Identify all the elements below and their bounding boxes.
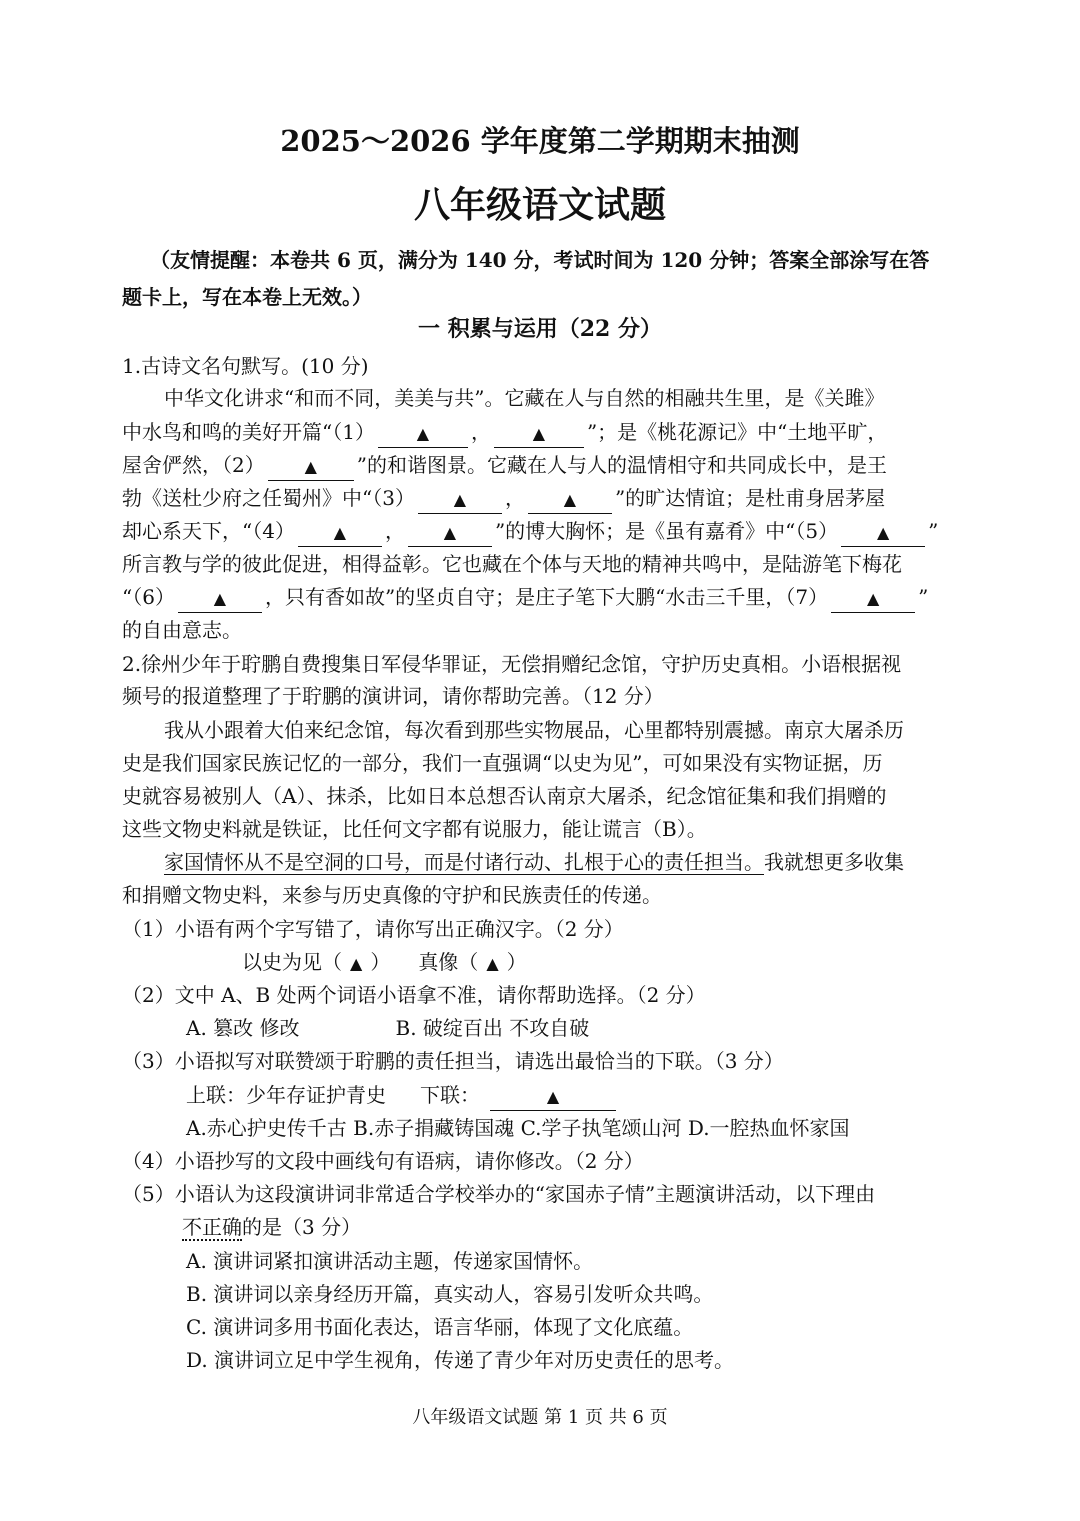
speech-line-6: 和捐赠文物史料，来参与历史真像的守护和民族责任的传递。	[122, 883, 662, 907]
q1-line-2: 中水鸟和鸣的美好开篇“（1） ▲ ， ▲ ”；是《桃花源记》中“土地平旷，	[0, 416, 1080, 448]
blank-2[interactable]	[268, 452, 354, 481]
q1-line-8: 的自由意志。	[122, 618, 242, 642]
q2-sub-5-line-1: （5）小语认为这段演讲词非常适合学校举办的“家国赤子情”主题演讲活动，以下理由	[122, 1182, 876, 1206]
triangle-marker-icon: ▲	[333, 523, 347, 542]
blank-4b[interactable]	[408, 518, 492, 547]
q2-sub-3-couplet: 上联：少年存证护青史 下联： ▲	[0, 1079, 1080, 1111]
q2-sub-1-answers: 以史为见（ ▲ ） 真像（ ▲ ）	[242, 950, 527, 974]
triangle-marker-icon: ▲	[546, 1087, 560, 1106]
speech-line-4: 这些文物史料就是铁证，比任何文字都有说服力，能让谎言（B）。	[122, 817, 707, 841]
q1-line-4: 勃《送杜少府之任蜀州》中“（3） ▲ ， ▲ ”的旷达情谊；是杜甫身居茅屋	[0, 482, 1080, 514]
underlined-sentence: 家国情怀从不是空洞的口号，而是付诸行动、扎根于心的责任担当。	[164, 850, 764, 874]
triangle-marker-icon[interactable]: ▲	[350, 954, 363, 973]
option-a: A. 篡改 修改	[186, 1016, 300, 1040]
q2-sub-5-option-d: D. 演讲词立足中学生视角，传递了青少年对历史责任的思考。	[186, 1348, 735, 1372]
speech-line-5: 家国情怀从不是空洞的口号，而是付诸行动、扎根于心的责任担当。我就想更多收集	[164, 850, 904, 874]
triangle-marker-icon: ▲	[304, 457, 317, 476]
q2-sub-3: （3）小语拟写对联赞颂于聍鹏的责任担当，请选出最恰当的下联。（3 分）	[122, 1049, 784, 1073]
blank-3b[interactable]	[528, 485, 612, 514]
blank-5[interactable]	[841, 518, 925, 547]
q1-line-6: 所言教与学的彼此促进，相得益彰。它也藏在个体与天地的精神共鸣中，是陆游笔下梅花	[122, 552, 902, 576]
triangle-marker-icon: ▲	[532, 424, 546, 443]
triangle-marker-icon: ▲	[876, 523, 890, 542]
q2-sub-5-option-b: B. 演讲词以亲身经历开篇，真实动人，容易引发听众共鸣。	[186, 1282, 714, 1306]
notice-line-1: （友情提醒：本卷共 6 页，满分为 140 分，考试时间为 120 分钟；答案全部涂写在答	[150, 248, 930, 272]
triangle-marker-icon: ▲	[416, 424, 430, 443]
triangle-marker-icon: ▲	[453, 490, 467, 509]
blank-3a[interactable]	[418, 485, 502, 514]
q2-sub-2: （2）文中 A、B 处两个词语小语拿不准，请你帮助选择。（2 分）	[122, 983, 706, 1007]
couplet-blank[interactable]	[490, 1082, 616, 1111]
triangle-marker-icon: ▲	[443, 523, 457, 542]
speech-line-2: 史是我们国家民族记忆的一部分，我们一直强调“以史为见”，可如果没有实物证据，历	[122, 751, 883, 775]
blank-6[interactable]	[178, 584, 262, 613]
paper-title: 八年级语文试题	[413, 184, 666, 226]
speech-line-3: 史就容易被别人（A）、抹杀，比如日本总想否认南京大屠杀，纪念馆征集和我们捐赠的	[122, 784, 887, 808]
q1-line-7: “（6） ▲ ，只有香如故”的坚贞自守；是庄子笔下大鹏“水击三千里，（7） ▲ ”	[0, 581, 1080, 613]
q2-sub-3-options: A.赤心护史传千古 B.赤子捐藏铸国魂 C.学子执笔颂山河 D.一腔热血怀家国	[186, 1116, 850, 1140]
q2-stem-2: 频号的报道整理了于聍鹏的演讲词，请你帮助完善。（12 分）	[122, 684, 664, 708]
q1-line-3: 屋舍俨然，（2） ▲ ”的和谐图景。它藏在人与人的温情相守和共同成长中，是王	[0, 449, 1080, 481]
blank-1b[interactable]	[494, 419, 584, 448]
q2-sub-1: （1）小语有两个字写错了，请你写出正确汉字。（2 分）	[122, 917, 624, 941]
q2-sub-4: （4）小语抄写的文段中画线句有语病，请你修改。（2 分）	[122, 1149, 644, 1173]
q2-sub-2-options	[0, 1012, 1080, 1044]
blank-4a[interactable]	[298, 518, 382, 547]
notice-line-2: 题卡上，写在本卷上无效。）	[122, 285, 372, 309]
q2-sub-5-option-c: C. 演讲词多用书面化表达，语言华丽，体现了文化底蕴。	[186, 1315, 694, 1339]
q1-line-1: 中华文化讲求“和而不同，美美与共”。它藏在人与自然的相融共生里，是《关雎》	[164, 386, 885, 410]
option-b: B. 破绽百出 不攻自破	[395, 1016, 590, 1040]
page-footer: 八年级语文试题 第 1 页 共 6 页	[412, 1407, 668, 1428]
q1-line-5: 却心系天下，“（4） ▲ ， ▲ ”的博大胸怀；是《虽有嘉肴》中“（5） ▲ ”	[0, 515, 1080, 547]
emphasis-not-correct: 不正确	[182, 1215, 242, 1239]
triangle-marker-icon: ▲	[866, 589, 880, 608]
blank-1a[interactable]	[378, 419, 468, 448]
blank-7[interactable]	[831, 584, 915, 613]
section-1-title: 一 积累与运用（22 分）	[418, 316, 662, 342]
q2-stem-1: 2.徐州少年于聍鹏自费搜集日军侵华罪证，无偿捐赠纪念馆，守护历史真相。小语根据视	[122, 652, 902, 676]
q2-sub-5-option-a: A. 演讲词紧扣演讲活动主题，传递家国情怀。	[186, 1249, 594, 1273]
triangle-marker-icon[interactable]: ▲	[486, 954, 499, 973]
q1-stem: 1.古诗文名句默写。(10 分)	[122, 354, 369, 378]
exam-title: 2025～2026 学年度第二学期期末抽测	[280, 124, 800, 158]
speech-line-1: 我从小跟着大伯来纪念馆，每次看到那些实物展品，心里都特别震撼。南京大屠杀历	[164, 718, 904, 742]
q2-sub-5-line-2: 不正确的是（3 分）	[182, 1215, 362, 1239]
triangle-marker-icon: ▲	[213, 589, 227, 608]
triangle-marker-icon: ▲	[563, 490, 577, 509]
